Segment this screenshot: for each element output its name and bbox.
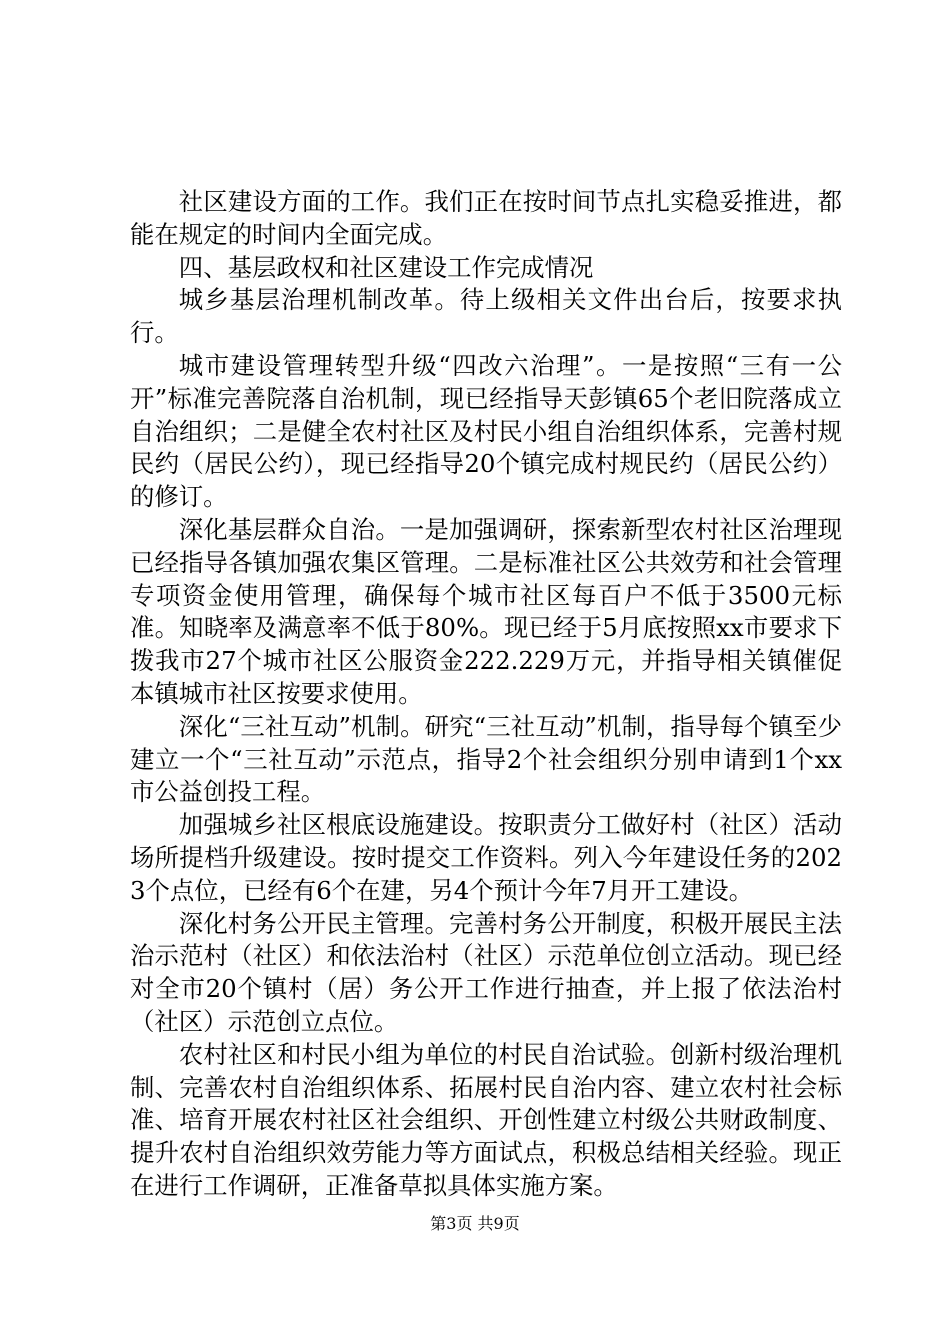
paragraph-village-affairs: 深化村务公开民主管理。完善村务公开制度，积极开展民主法治示范村（社区）和依法治村（社区）示范单位创立活动。现已经对全市20个镇村（居）务公开工作进行抽查，并上报了依法治村（社区）示范创立点位。: [130, 908, 842, 1036]
paragraph-grassroots-autonomy: 深化基层群众自治。一是加强调研，探索新型农村社区治理现已经指导各镇加强农集区管理。二是标准社区公共效劳和社会管理专项资金使用管理，确保每个城市社区每百户不低于3500元标准。知晓率及满意率不低于80%。现已经于5月底按照xx市要求下拨我市27个城市社区公服资金222.229万元，并指导相关镇催促本镇城市社区按要求使用。: [130, 514, 842, 708]
section-heading: 四、基层政权和社区建设工作完成情况: [178, 252, 594, 282]
paragraph-community-work: 社区建设方面的工作。我们正在按时间节点扎实稳妥推进，都能在规定的时间内全面完成。: [130, 187, 842, 249]
paragraph-infrastructure: 加强城乡社区根底设施建设。按职责分工做好村（社区）活动场所提档升级建设。按时提交工作资料。列入今年建设任务的2023个点位，已经有6个在建，另4个预计今年7月开工建设。: [130, 810, 842, 905]
paragraph-village-autonomy-trial: 农村社区和村民小组为单位的村民自治试验。创新村级治理机制、完善农村自治组织体系、拓展村民自治内容、建立农村社会标准、培育开展农村社区社会组织、开创性建立村级公共财政制度、提升农村自治组织效劳能力等方面试点，积极总结相关经验。现正在进行工作调研，正准备草拟具体实施方案。: [130, 1039, 842, 1200]
paragraph-city-management: 城市建设管理转型升级“四改六治理”。一是按照“三有一公开”标准完善院落自治机制，现已经指导天彭镇65个老旧院落成立自治组织；二是健全农村社区及村民小组自治组织体系，完善村规民约（居民公约），现已经指导20个镇完成村规民约（居民公约）的修订。: [130, 350, 842, 512]
document-body: [130, 186, 842, 1203]
paragraph-governance-reform: 城乡基层治理机制改革。待上级相关文件出台后，按要求执行。: [130, 285, 842, 348]
page-number-footer: 第3页 共9页: [430, 1214, 520, 1233]
paragraph-three-society: 深化“三社互动”机制。研究“三社互动”机制，指导每个镇至少建立一个“三社互动”示范点，指导2个社会组织分别申请到1个xx市公益创投工程。: [130, 711, 842, 807]
